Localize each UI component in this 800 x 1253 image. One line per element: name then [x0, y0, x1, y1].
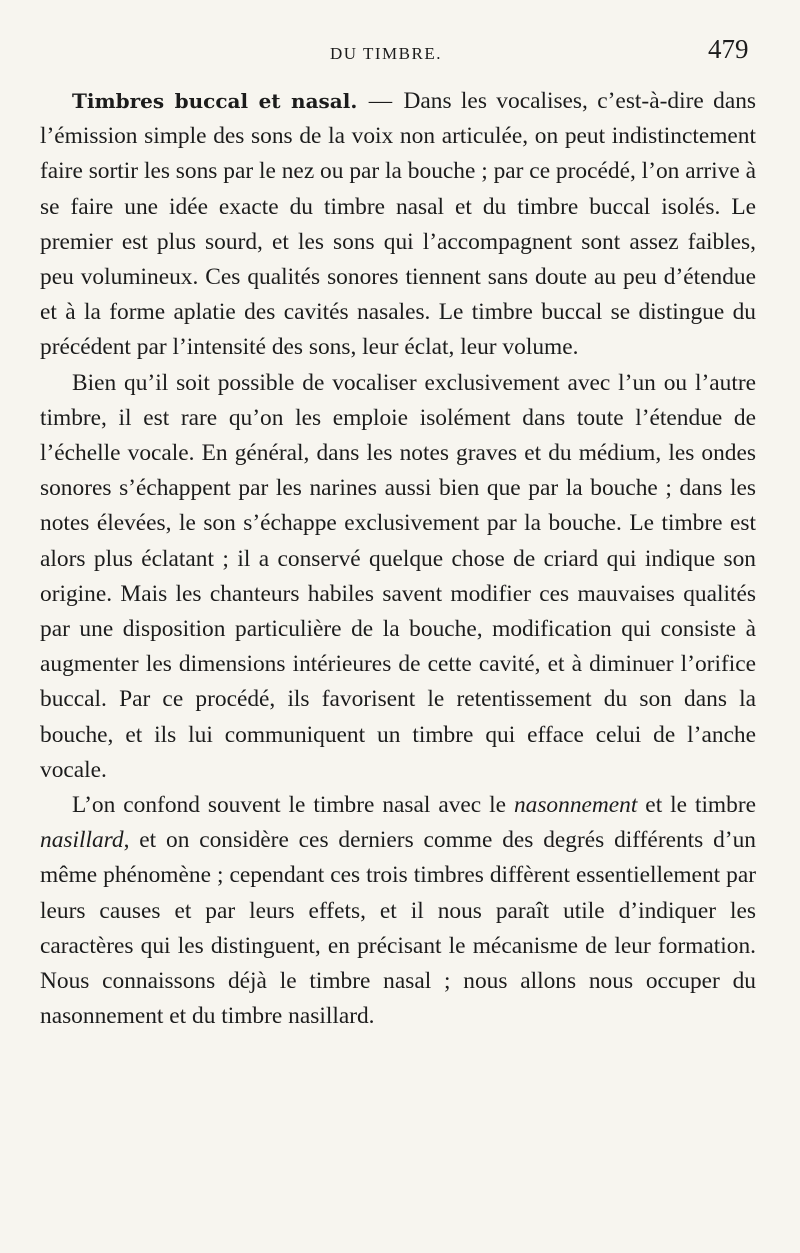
paragraph-heading: Timbres buccal et nasal.	[72, 89, 358, 113]
running-head: DU TIMBRE.	[330, 44, 442, 63]
paragraph-timbres	[40, 84, 756, 366]
paragraph-text: Dans les vocalises, c’est-à-dire dans l’émission simple des sons de la voix non articulée, on peut indistinctement faire sortir les sons par le nez ou par la bouche ; par ce procédé, l’on arrive à se faire une idée exacte du timbre nasal et du timbre buccal isolés. Le premier est plus sourd, et les sons qui l’accompagnent sont assez faibles, peu volumineux. Ces qualités sonores tiennent sans doute au peu d’étendue et à la forme aplatie des cavités nasales. Le timbre buccal se distingue du précédent par l’intensité des sons, leur éclat, leur volume.	[40, 88, 756, 361]
paragraph-vocaliser	[40, 366, 756, 788]
paragraph-text: et le timbre	[637, 792, 756, 819]
page-number: 479	[708, 34, 749, 64]
heading-separator: —	[368, 88, 393, 114]
body-text	[40, 84, 756, 1034]
paragraph-nasonnement	[40, 788, 756, 1034]
page-header	[0, 28, 800, 78]
italic-term: nasillard	[40, 827, 124, 854]
paragraph-text: , et on considère ces derniers comme des degrés différents d’un même phénomène ; cependant ces trois timbres diffèrent essentiellement par leurs causes et par leurs effets, et il nous paraît utile d’indiquer les caractères qui les distinguent, en précisant le mécanisme de leur formation. Nous connaissons déjà le timbre nasal ; nous allons nous occuper du nasonnement et du timbre nasillard.	[40, 827, 756, 1030]
italic-term: nasonnement	[513, 792, 638, 819]
paragraph-text: Bien qu’il soit possible de vocaliser exclusivement avec l’un ou l’autre timbre, il est rare qu’on les emploie isolément dans toute l’étendue de l’échelle vocale. En général, dans les notes graves et du médium, les ondes sonores s’échappent par les narines aussi bien que par la bouche ; dans les notes élevées, le son s’échappe exclusivement par la bouche. Le timbre est alors plus éclatant ; il a conservé quelque chose de criard qui indique son origine. Mais les chanteurs habiles savent modifier ces mauvaises qualités par une disposition particulière de la bouche, modification qui consiste à augmenter les dimensions intérieures de cette cavité, et à diminuer l’orifice buccal. Par ce procédé, ils favorisent le retentissement du son dans la bouche, et ils lui communiquent un timbre qui efface celui de l’anche vocale.	[40, 369, 756, 783]
paragraph-text: L’on confond souvent le timbre nasal avec le	[72, 792, 514, 819]
